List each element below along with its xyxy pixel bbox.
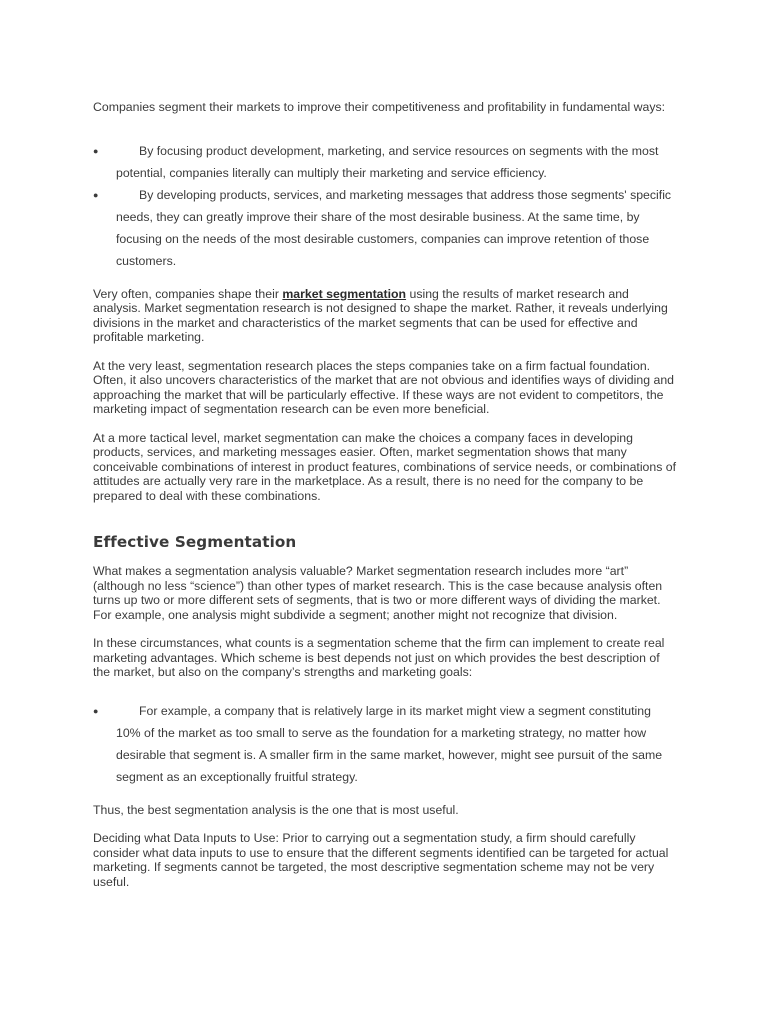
list-item-text: By focusing product development, marketing, and service resources on segments with the most potential, companies literally can multiply their marketing and service efficiency. <box>116 143 659 180</box>
list-item-text: For example, a company that is relatively large in its market might view a segment constituting 10% of the market as too small to serve as the foundation for a marketing strategy, no matter how desirable that segment is. A smaller firm in the same market, however, might see pursuit of the same segment as an exceptionally fruitful strategy. <box>116 703 663 784</box>
most-useful-paragraph: Thus, the best segmentation analysis is the one that is most useful. <box>93 802 459 817</box>
foundation-paragraph: At the very least, segmentation research places the steps companies take on a firm factual foundation. Often, it also uncovers characteristics of the market that are not obvious and identifies ways of dividing and approaching the market that will be particularly effective. If these ways are not evident to competitors, the marketing impact of segmentation research can be even more beneficial. <box>93 358 674 416</box>
paragraph-text: using the results of market research and analysis. Market segmentation research is not designed to shape the market. Rather, it reveals underlying divisions in the market and characteristics of the market segments that can be used for effective and profitable marketing. <box>93 286 668 344</box>
example-list <box>93 700 678 788</box>
data-inputs-paragraph: Deciding what Data Inputs to Use: Prior to carrying out a segmentation study, a firm should carefully consider what data inputs to use to ensure that the different segments identified can be targeted for actual marketing. If segments cannot be targeted, the most descriptive segmentation scheme may not be very useful. <box>93 831 669 889</box>
list-item <box>93 184 678 272</box>
valuable-analysis-paragraph: What makes a segmentation analysis valuable? Market segmentation research includes more “art” (although no less “science”) than other types of market research. This is the case because analysis often turns up two or more different sets of segments, that is two or more different ways of dividing the market. For example, one analysis might subdivide a segment; another might not recognize that division. <box>93 564 663 622</box>
intro-paragraph: Companies segment their markets to improve their competitiveness and profitability in fundamental ways: <box>93 100 666 114</box>
list-item-text: By developing products, services, and marketing messages that address those segments' specific needs, they can greatly improve their share of the most desirable business. At the same time, by focusing on the needs of the most desirable customers, companies can improve retention of those customers. <box>116 187 672 268</box>
section-heading: Effective Segmentation <box>93 533 297 551</box>
paragraph-text: Very often, companies shape their <box>93 286 283 301</box>
list-item <box>93 140 678 184</box>
document-content <box>93 100 678 903</box>
bullet-icon: ● <box>93 145 99 156</box>
tactical-paragraph: At a more tactical level, market segmentation can make the choices a company faces in developing products, services, and marketing messages easier. Often, market segmentation shows that many conceivable combinations of interest in product features, combinations of service needs, or combinations of attitudes are actually very rare in the marketplace. As a result, there is no need for the company to be prepared to deal with these combinations. <box>93 430 677 503</box>
market-segmentation-link[interactable]: market segmentation <box>282 286 407 301</box>
list-item <box>93 700 678 788</box>
circumstances-paragraph: In these circumstances, what counts is a segmentation scheme that the firm can implement to create real marketing advantages. Which scheme is best depends not just on which provides the best description of the market, but also on the company’s strengths and marketing goals: <box>93 636 665 679</box>
bullet-icon: ● <box>93 189 99 200</box>
bullet-icon: ● <box>93 705 99 716</box>
market-research-paragraph <box>93 287 678 345</box>
benefits-list <box>93 140 678 272</box>
